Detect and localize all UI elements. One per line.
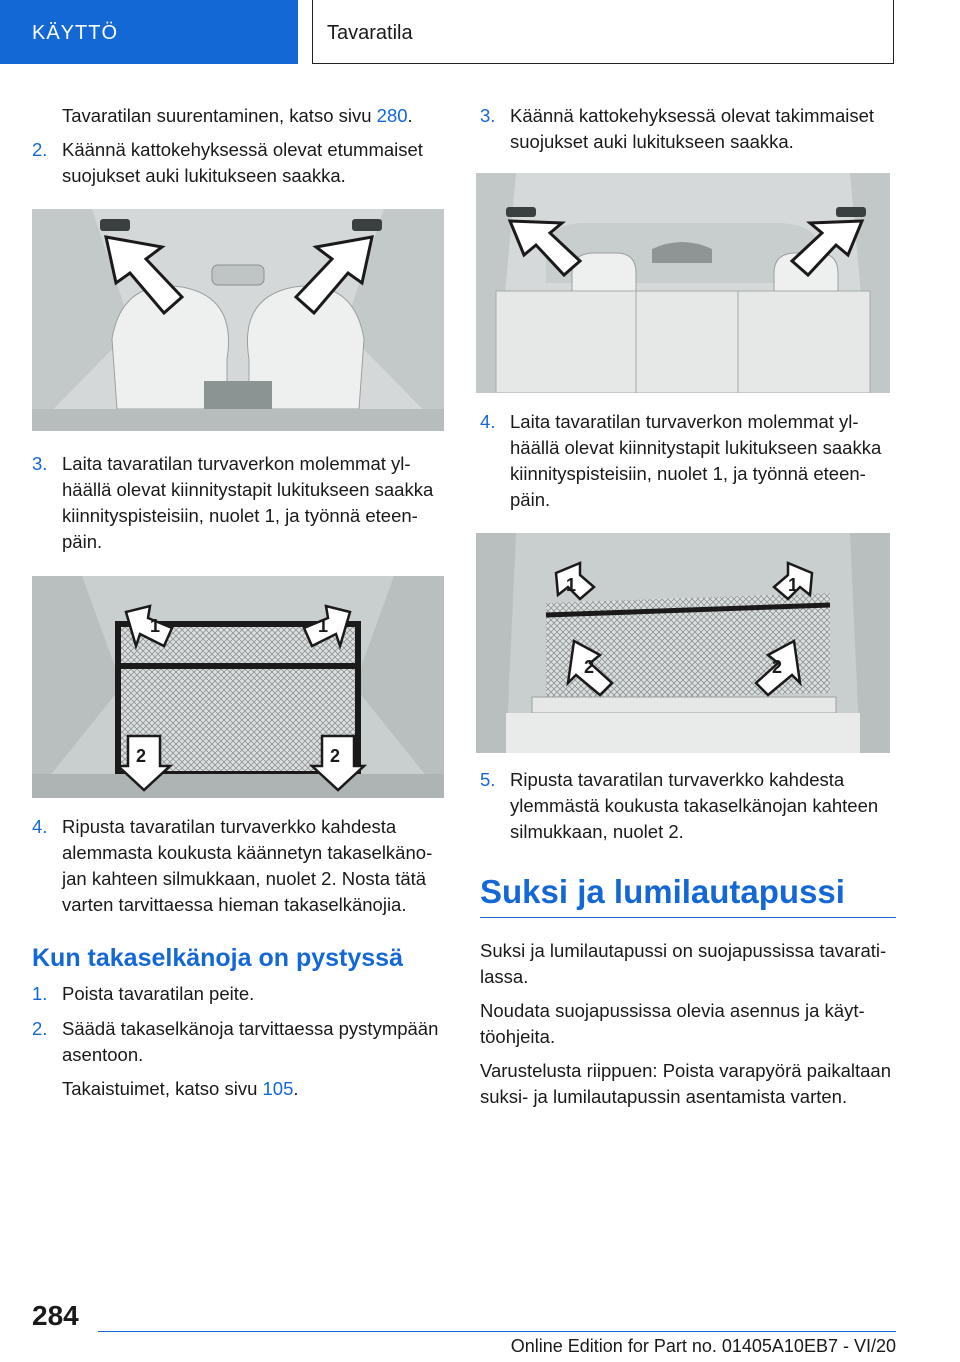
car-interior-rear-illustration — [476, 173, 890, 393]
step-number: 3. — [480, 105, 496, 126]
left-column — [32, 100, 444, 1102]
edition-text: Online Edition for Part no. 01405A10EB7 - VI/20 — [510, 1336, 896, 1356]
bullet-2-adjust-backrest — [32, 1016, 444, 1068]
svg-text:2: 2 — [584, 657, 595, 677]
step-text: Poista tavaratilan peite. — [62, 983, 255, 1004]
step-text: Säädä takaselkänoja tarvittaessa pystympään asentoon. — [62, 1018, 439, 1065]
right-column — [480, 100, 896, 1110]
step-number: 4. — [32, 816, 48, 837]
svg-text:1: 1 — [318, 616, 329, 636]
step-3-rear-covers — [480, 103, 896, 155]
step-number: 2. — [32, 139, 48, 160]
step-text: Laita tavaratilan turvaverkon molemmat ylhäällä olevat kiinnitystapit lukitukseen saakka kiinnityspisteisiin, nuolet 1, ja työnnä eteenpäin. — [510, 411, 882, 510]
section-tab — [0, 0, 298, 64]
svg-text:2: 2 — [330, 746, 341, 766]
footer-rule — [98, 1331, 896, 1356]
step-number: 2. — [32, 1018, 48, 1039]
ski-bag-paragraph-1: Suksi ja lumilautapussi on suojapussissa tavaratilassa. — [480, 940, 887, 987]
step-number: 1. — [32, 983, 48, 1004]
page-link-105[interactable]: 105 — [262, 1078, 294, 1099]
step-5-upper-hooks — [480, 767, 896, 845]
section-label: KÄYTTÖ — [32, 22, 119, 44]
step-4-net-top-pins — [480, 409, 896, 513]
step-3-net-top-pins — [32, 451, 444, 555]
figure-net-installation-front — [32, 576, 444, 798]
figure-net-installation-rear — [476, 533, 890, 753]
figure-rear-roof-covers — [476, 173, 890, 393]
svg-text:1: 1 — [150, 616, 161, 636]
cargo-net-front-illustration — [32, 576, 444, 798]
page-number: 284 — [32, 1300, 79, 1331]
section-heading-backrest-upright: Kun takaselkänoja on pystyssä — [32, 944, 403, 972]
svg-text:2: 2 — [772, 657, 783, 677]
car-interior-front-illustration — [32, 209, 444, 431]
cargo-net-rear-illustration — [476, 533, 890, 753]
svg-text:1: 1 — [566, 575, 577, 595]
step-text: Käännä kattokehyksessä olevat etummaiset suojukset auki lukitukseen saakka. — [62, 139, 423, 186]
figure-front-roof-covers — [32, 209, 444, 431]
step-text: Käännä kattokehyksessä olevat takimmaiset suojukset auki lukitukseen saakka. — [510, 105, 875, 152]
step-text: Ripusta tavaratilan turvaverkko kahdesta ylemmästä koukusta takaselkänojan kahteen silmukkaan, nuolet 2. — [510, 769, 879, 842]
rear-seats-note: Takaistuimet, katso sivu 105. — [62, 1078, 299, 1099]
ski-bag-paragraph-2: Noudata suojapussissa olevia asennus ja käyttöohjeita. — [480, 1000, 865, 1047]
step-number: 4. — [480, 411, 496, 432]
ski-bag-paragraph-3: Varustelusta riippuen: Poista varapyörä paikaltaan suksi- ja lumilautapussin asentamista varten. — [480, 1060, 892, 1107]
step-number: 3. — [32, 453, 48, 474]
step-number: 5. — [480, 769, 496, 790]
page-link-280[interactable]: 280 — [376, 105, 408, 126]
chapter-title: Tavaratila — [327, 22, 413, 44]
svg-text:1: 1 — [788, 575, 799, 595]
ski-bag-title: Suksi ja lumilautapussi — [480, 873, 845, 910]
step-4-lower-hooks — [32, 814, 444, 918]
intro-note: Tavaratilan suurentaminen, katso sivu 280. — [62, 105, 413, 126]
bullet-1-remove-cover — [32, 981, 444, 1007]
chapter-header — [312, 0, 894, 64]
step-text: Laita tavaratilan turvaverkon molemmat ylhäällä olevat kiinnitystapit lukitukseen saakka kiinnityspisteisiin, nuolet 1, ja työnnä eteenpäin. — [62, 453, 434, 552]
step-text: Ripusta tavaratilan turvaverkko kahdesta alemmasta koukusta käännetyn takaselkänojan kahteen silmukkaan, nuolet 2. Nosta tätä varten tarvittaessa hieman takaselkänojia. — [62, 816, 433, 915]
step-2-front-covers — [32, 137, 444, 189]
section-heading-ski-bag — [480, 873, 896, 918]
svg-text:2: 2 — [136, 746, 147, 766]
